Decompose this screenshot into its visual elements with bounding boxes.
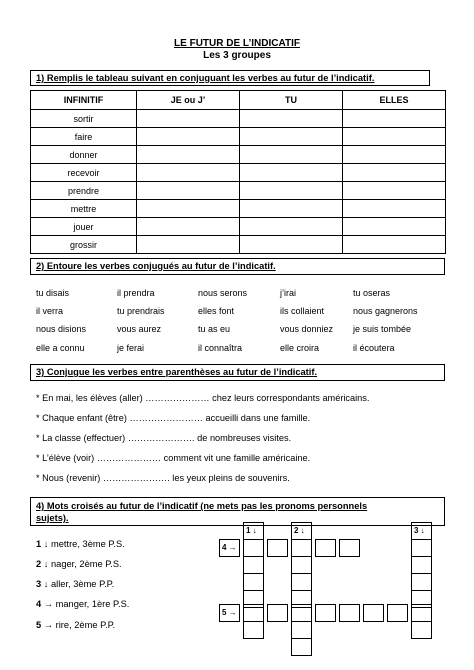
clue-5 bbox=[36, 620, 115, 630]
clue-1 bbox=[36, 539, 125, 549]
answer-cell[interactable] bbox=[240, 146, 343, 164]
clue-number: 4 bbox=[36, 599, 42, 609]
clue-number: 5 bbox=[36, 620, 42, 630]
crossword-cell[interactable] bbox=[267, 604, 288, 622]
clue-number: 3 bbox=[36, 579, 42, 589]
clue-text: nager, 2ème P.S. bbox=[48, 559, 122, 569]
crossword-cell[interactable] bbox=[291, 621, 312, 639]
verb-option[interactable]: il connaîtra bbox=[198, 343, 243, 353]
grid-label-4: 4 → bbox=[219, 539, 240, 557]
crossword-cell[interactable] bbox=[339, 539, 360, 557]
answer-cell[interactable] bbox=[343, 236, 446, 254]
arrow-down-icon: ↓ bbox=[43, 559, 49, 569]
arrow-down-icon: ↓ bbox=[43, 579, 49, 589]
clue-text: rire, 2ème P.P. bbox=[53, 620, 116, 630]
table-row bbox=[31, 164, 446, 182]
crossword-cell[interactable] bbox=[339, 604, 360, 622]
sentence-1: * En mai, les élèves (aller) ………………… chez leurs correspondants américains. bbox=[36, 393, 370, 403]
section-3-heading-box bbox=[30, 364, 445, 381]
answer-cell[interactable] bbox=[137, 236, 240, 254]
table-row bbox=[31, 182, 446, 200]
verb-option[interactable]: il prendra bbox=[117, 288, 155, 298]
crossword-cell[interactable] bbox=[291, 638, 312, 656]
verb-option[interactable]: elle croira bbox=[280, 343, 320, 353]
clue-text: manger, 1ère P.S. bbox=[53, 599, 130, 609]
arrow-down-icon: ↓ bbox=[43, 539, 49, 549]
answer-cell[interactable] bbox=[137, 128, 240, 146]
section-1-heading-box bbox=[30, 70, 430, 86]
sentence-5: * Nous (revenir) …………………. les yeux pleins de souvenirs. bbox=[36, 473, 290, 483]
verb-option[interactable]: tu disais bbox=[36, 288, 70, 298]
answer-cell[interactable] bbox=[343, 164, 446, 182]
page-title: LE FUTUR DE L’INDICATIF bbox=[174, 38, 300, 49]
answer-cell[interactable] bbox=[240, 200, 343, 218]
verb-option[interactable]: je suis tombée bbox=[353, 324, 412, 334]
grid-label-3: 3 ↓ bbox=[411, 522, 432, 540]
table-row bbox=[31, 128, 446, 146]
answer-cell[interactable] bbox=[343, 128, 446, 146]
answer-cell[interactable] bbox=[137, 146, 240, 164]
clue-text: mettre, 3ème P.S. bbox=[48, 539, 125, 549]
crossword-cell[interactable] bbox=[291, 573, 312, 591]
crossword-cell[interactable] bbox=[411, 539, 432, 557]
answer-cell[interactable] bbox=[343, 218, 446, 236]
grid-label-5: 5 → bbox=[219, 604, 240, 622]
answer-cell[interactable] bbox=[137, 200, 240, 218]
answer-cell[interactable] bbox=[343, 110, 446, 128]
crossword-cell[interactable] bbox=[243, 573, 264, 591]
verb-cell: grossir bbox=[31, 236, 137, 254]
grid-label-1: 1 ↓ bbox=[243, 522, 264, 540]
column-header-infinitif: INFINITIF bbox=[31, 91, 137, 110]
answer-cell[interactable] bbox=[240, 110, 343, 128]
crossword-cell[interactable] bbox=[315, 604, 336, 622]
table-header-row bbox=[31, 91, 446, 110]
table-row bbox=[31, 200, 446, 218]
crossword-cell[interactable] bbox=[387, 604, 408, 622]
answer-cell[interactable] bbox=[240, 182, 343, 200]
answer-cell[interactable] bbox=[240, 164, 343, 182]
clue-4 bbox=[36, 599, 129, 609]
arrow-right-icon: → bbox=[43, 620, 54, 630]
verb-option[interactable]: je ferai bbox=[117, 343, 145, 353]
verb-option[interactable]: nous disions bbox=[36, 324, 87, 334]
column-header-elles: ELLES bbox=[343, 91, 446, 110]
verb-cell: jouer bbox=[31, 218, 137, 236]
verb-option[interactable]: vous aurez bbox=[117, 324, 162, 334]
crossword-cell[interactable] bbox=[243, 539, 264, 557]
crossword-cell[interactable] bbox=[267, 539, 288, 557]
crossword-cell[interactable] bbox=[291, 556, 312, 574]
verb-option[interactable]: nous serons bbox=[198, 288, 248, 298]
answer-cell[interactable] bbox=[343, 146, 446, 164]
grid-label-2: 2 ↓ bbox=[291, 522, 312, 540]
section-3-heading: 3) Conjugue les verbes entre parenthèses au futur de l’indicatif. bbox=[36, 367, 318, 377]
section-4-heading-box bbox=[30, 497, 445, 526]
crossword-cell[interactable] bbox=[411, 573, 432, 591]
clue-number: 2 bbox=[36, 559, 42, 569]
sentence-3: * La classe (effectuer) …………………. de nombreuses visites. bbox=[36, 433, 292, 443]
verb-option[interactable]: vous donniez bbox=[280, 324, 334, 334]
table-row bbox=[31, 110, 446, 128]
crossword-cell[interactable] bbox=[411, 621, 432, 639]
verb-cell: donner bbox=[31, 146, 137, 164]
answer-cell[interactable] bbox=[343, 200, 446, 218]
answer-cell[interactable] bbox=[137, 218, 240, 236]
verb-option[interactable]: tu prendrais bbox=[117, 306, 165, 316]
clue-2 bbox=[36, 559, 122, 569]
section-2-heading-box bbox=[30, 258, 445, 275]
page-subtitle: Les 3 groupes bbox=[203, 50, 271, 61]
answer-cell[interactable] bbox=[137, 110, 240, 128]
verb-option[interactable]: elles font bbox=[198, 306, 235, 316]
table-row bbox=[31, 218, 446, 236]
verb-cell: prendre bbox=[31, 182, 137, 200]
verb-option[interactable]: j’irai bbox=[280, 288, 297, 298]
conjugation-table bbox=[30, 90, 446, 254]
verb-option[interactable]: nous gagnerons bbox=[353, 306, 418, 316]
verb-cell: recevoir bbox=[31, 164, 137, 182]
verb-option[interactable]: il verra bbox=[36, 306, 64, 316]
verb-option[interactable]: ils collaient bbox=[280, 306, 325, 316]
answer-cell[interactable] bbox=[137, 164, 240, 182]
verb-option[interactable]: il écoutera bbox=[353, 343, 395, 353]
table-row bbox=[31, 146, 446, 164]
crossword-cell[interactable] bbox=[363, 604, 384, 622]
verb-option[interactable]: elle a connu bbox=[36, 343, 85, 353]
section-4-heading-line-2: sujets). bbox=[36, 513, 69, 523]
section-1-heading: 1) Remplis le tableau suivant en conjuguant les verbes au futur de l’indicatif. bbox=[36, 73, 375, 83]
crossword-cell[interactable] bbox=[291, 604, 312, 622]
crossword-cell[interactable] bbox=[291, 539, 312, 557]
crossword-cell[interactable] bbox=[243, 621, 264, 639]
section-4-heading-line-1: 4) Mots croisés au futur de l’indicatif (ne mets pas les pronoms personnels bbox=[36, 501, 368, 511]
clue-text: aller, 3ème P.P. bbox=[48, 579, 115, 589]
answer-cell[interactable] bbox=[343, 182, 446, 200]
verb-option[interactable]: tu oseras bbox=[353, 288, 391, 298]
sentence-2: * Chaque enfant (être) …………………… accueilli dans une famille. bbox=[36, 413, 311, 423]
column-header-tu: TU bbox=[240, 91, 343, 110]
answer-cell[interactable] bbox=[240, 218, 343, 236]
answer-cell[interactable] bbox=[240, 128, 343, 146]
crossword-cell[interactable] bbox=[243, 604, 264, 622]
section-2-heading: 2) Entoure les verbes conjugués au futur de l’indicatif. bbox=[36, 261, 276, 271]
answer-cell[interactable] bbox=[240, 236, 343, 254]
table-row bbox=[31, 236, 446, 254]
verb-cell: faire bbox=[31, 128, 137, 146]
verb-cell: sortir bbox=[31, 110, 137, 128]
crossword-cell[interactable] bbox=[411, 556, 432, 574]
column-header-je: JE ou J’ bbox=[137, 91, 240, 110]
arrow-right-icon: → bbox=[43, 599, 54, 609]
clue-3 bbox=[36, 579, 114, 589]
verb-option[interactable]: tu as eu bbox=[198, 324, 231, 334]
answer-cell[interactable] bbox=[137, 182, 240, 200]
sentence-4: * L’élève (voir) ………………… comment vit une famille américaine. bbox=[36, 453, 311, 463]
clue-number: 1 bbox=[36, 539, 42, 549]
crossword-cell[interactable] bbox=[243, 556, 264, 574]
verb-cell: mettre bbox=[31, 200, 137, 218]
crossword-cell[interactable] bbox=[315, 539, 336, 557]
crossword-cell[interactable] bbox=[411, 604, 432, 622]
